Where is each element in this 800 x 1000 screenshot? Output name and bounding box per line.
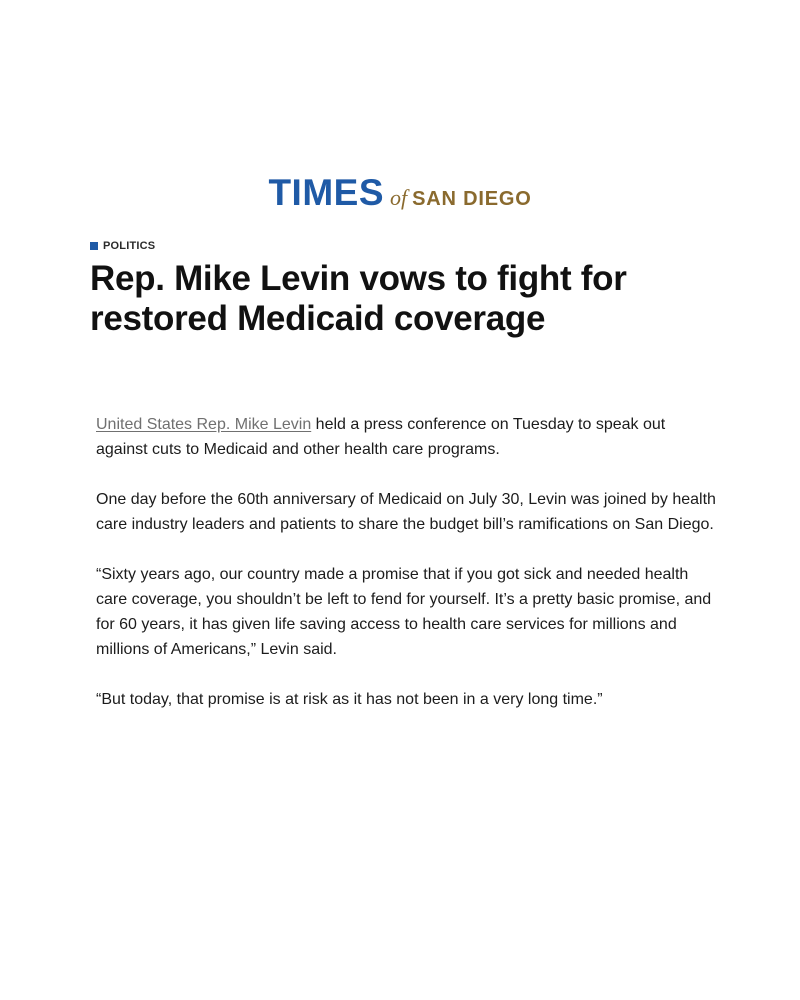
- paragraph-1-text: held a press conference on Tuesday to speak out against cuts to Medicaid and other health care programs.: [96, 416, 666, 458]
- category-square-icon: [90, 242, 98, 250]
- logo-times-text: TIMES: [268, 172, 384, 213]
- article-paragraph-2: One day before the 60th anniversary of Medicaid on July 30, Levin was joined by health care industry leaders and patients to share the budget bill’s ramifications on San Diego.: [96, 491, 716, 533]
- article-paragraph-4: “But today, that promise is at risk as it has not been in a very long time.”: [96, 691, 603, 708]
- logo-city-text: SAN DIEGO: [412, 188, 532, 210]
- article-paragraph-3: “Sixty years ago, our country made a promise that if you got sick and needed health care coverage, you shouldn’t be left to fend for yourself. It’s a pretty basic promise, and for 60 years, it has given life saving access to health care services for millions and millions of Americans,” Levin said.: [96, 566, 712, 658]
- rep-mike-levin-link[interactable]: United States Rep. Mike Levin: [96, 416, 312, 433]
- article-headline: Rep. Mike Levin vows to fight for restored Medicaid coverage: [90, 259, 627, 338]
- category-label: POLITICS: [103, 240, 156, 252]
- article-paragraph-1: [96, 412, 716, 462]
- site-logo[interactable]: [0, 172, 800, 214]
- category-tag[interactable]: [90, 240, 155, 252]
- logo-of-text: of: [390, 185, 408, 210]
- article-body: [96, 412, 716, 737]
